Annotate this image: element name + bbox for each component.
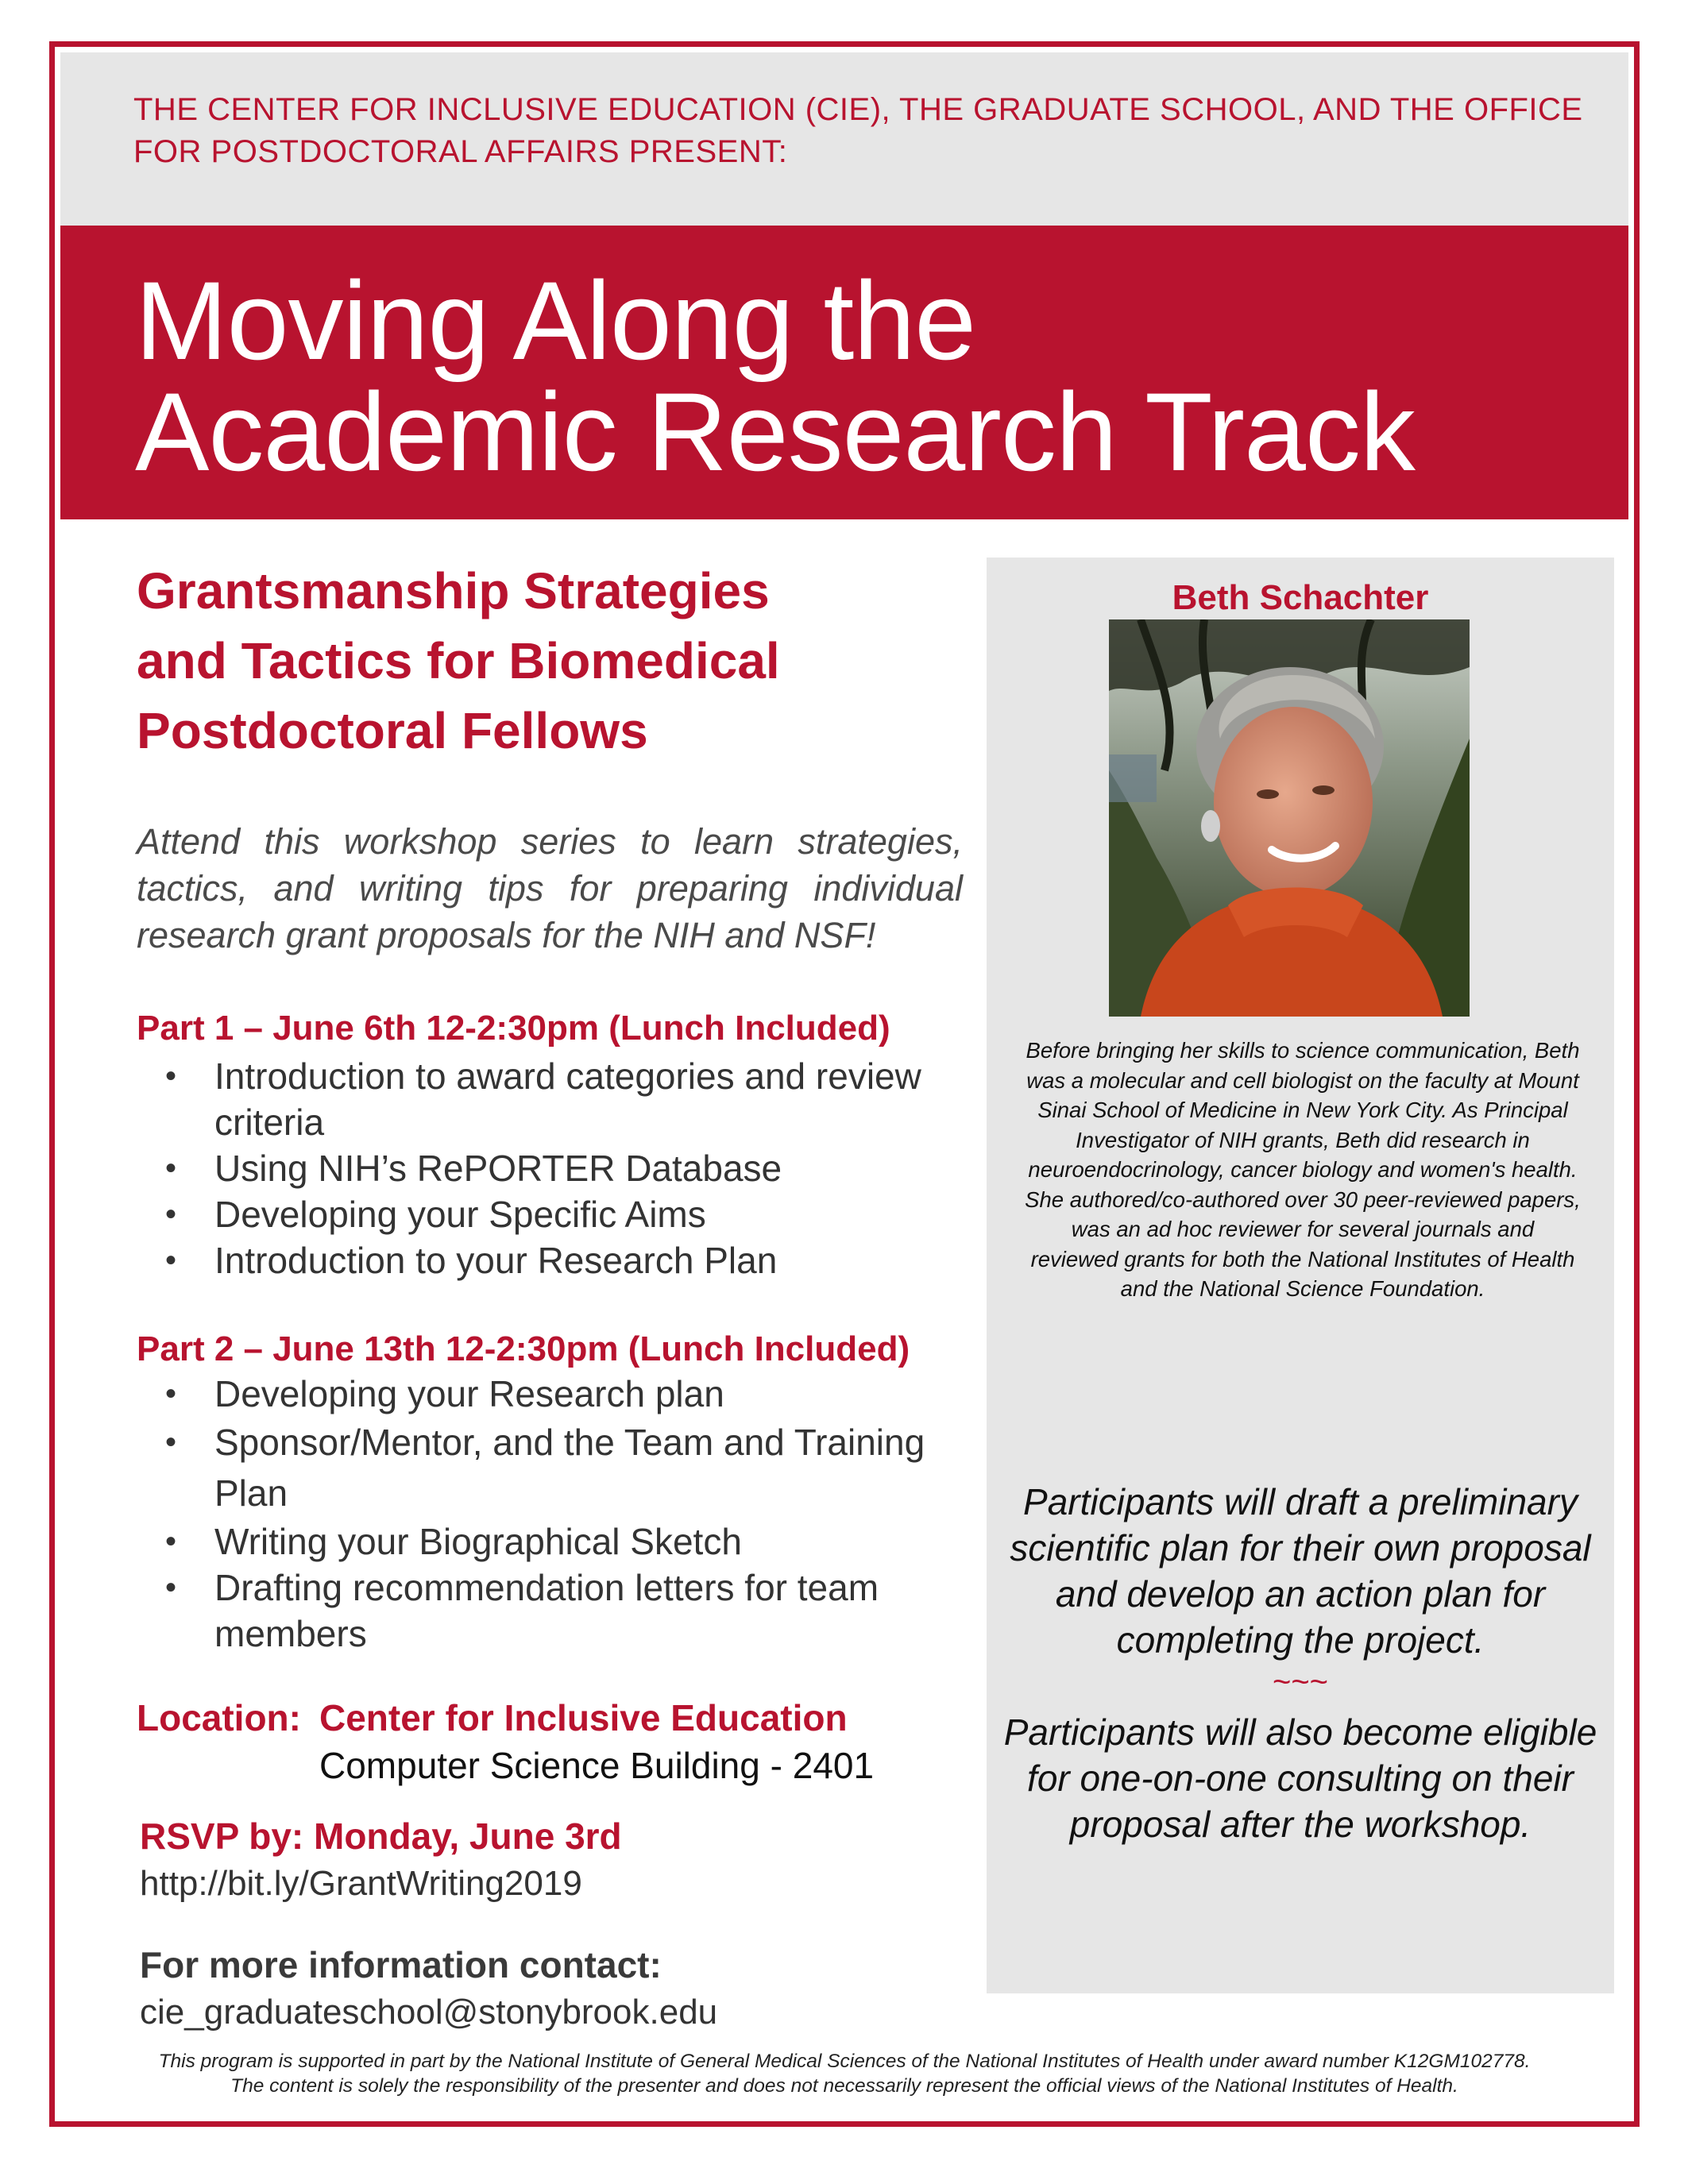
bullet-icon: •	[165, 1243, 177, 1278]
workshop-subtitle	[137, 556, 955, 766]
rsvp-deadline: RSVP by: Monday, June 3rd	[140, 1815, 622, 1857]
disclaimer-line-1: This program is supported in part by the National Institute of General Medical Sciences of the National Institutes of Health under award number K12GM102778.	[158, 2051, 1531, 2072]
part-1-heading: Part 1 – June 6th 12-2:30pm (Lunch Included)	[137, 1009, 890, 1048]
list-item: • Using NIH’s RePORTER Database	[137, 1145, 971, 1191]
speaker-portrait-image	[1109, 619, 1470, 1017]
subtitle-line-3: Postdoctoral Fellows	[137, 702, 648, 759]
contact-email[interactable]: cie_graduateschool@stonybrook.edu	[140, 1993, 718, 2032]
page-title	[135, 258, 1605, 494]
subtitle-line-1: Grantsmanship Strategies	[137, 562, 770, 619]
list-item: • Drafting recommendation letters for team members	[137, 1565, 971, 1657]
list-item: • Developing your Research plan	[137, 1371, 971, 1417]
bullet-icon: •	[165, 1425, 177, 1460]
contact-heading: For more information contact:	[140, 1944, 662, 1985]
funding-disclaimer	[60, 2049, 1628, 2098]
speaker-name: Beth Schachter	[1172, 578, 1429, 617]
outcome-consulting: Participants will also become eligible for one-on-one consulting on their proposal after the workshop.	[1003, 1711, 1597, 1845]
title-line-2: Academic Research Track	[135, 369, 1415, 494]
rsvp-link[interactable]: http://bit.ly/GrantWriting2019	[140, 1864, 582, 1903]
location-label: Location:	[137, 1697, 301, 1738]
bullet-icon: •	[165, 1059, 177, 1094]
presenters-line: THE CENTER FOR INCLUSIVE EDUCATION (CIE), THE GRADUATE SCHOOL, AND THE OFFICE FOR POSTDOCTORAL AFFAIRS PRESENT:	[133, 92, 1583, 169]
bullet-icon: •	[165, 1524, 177, 1559]
bullet-icon: •	[165, 1376, 177, 1411]
outcome-separator: ~~~	[1272, 1665, 1329, 1700]
bullet-icon: •	[165, 1197, 177, 1232]
list-item: • Introduction to your Research Plan	[137, 1237, 971, 1283]
subtitle-line-2: and Tactics for Biomedical	[137, 632, 780, 689]
outcome-draft-plan: Participants will draft a preliminary scientific plan for their own proposal and develop an action plan for completing the project.	[1010, 1481, 1591, 1661]
location-building: Computer Science Building - 2401	[319, 1745, 875, 1786]
part-2-list	[137, 1371, 971, 1657]
speaker-bio: Before bringing her skills to science communication, Beth was a molecular and cell biologist on the faculty at Mount Sinai School of Medicine in New York City. As Principal Investigator of NIH grants, Beth did research in neuroendocrinology, cancer biology and women's health. She authored/co-authored over 30 peer-reviewed papers, was an ad hoc reviewer for several journals and reviewed grants for both the National Institutes of Health and the National Science Foundation.	[1025, 1038, 1581, 1301]
bullet-icon: •	[165, 1151, 177, 1186]
title-line-1: Moving Along the	[135, 258, 976, 383]
part-1-list	[137, 1053, 971, 1283]
disclaimer-line-2: The content is solely the responsibility of the presenter and does not necessarily represent the official views of the National Institutes of Health.	[230, 2075, 1458, 2097]
list-item: • Writing your Biographical Sketch	[137, 1518, 971, 1565]
list-item: • Developing your Specific Aims	[137, 1191, 971, 1237]
bullet-icon: •	[165, 1570, 177, 1605]
list-item: • Introduction to award categories and review criteria	[137, 1053, 971, 1145]
location-name: Center for Inclusive Education	[319, 1697, 848, 1738]
list-item: • Sponsor/Mentor, and the Team and Training Plan	[137, 1417, 971, 1518]
part-2-heading: Part 2 – June 13th 12-2:30pm (Lunch Included)	[137, 1329, 910, 1368]
speaker-photo	[1109, 619, 1470, 1017]
intro-paragraph: Attend this workshop series to learn strategies, tactics, and writing tips for preparing individual research grant proposals for the NIH and NSF!	[137, 821, 963, 955]
